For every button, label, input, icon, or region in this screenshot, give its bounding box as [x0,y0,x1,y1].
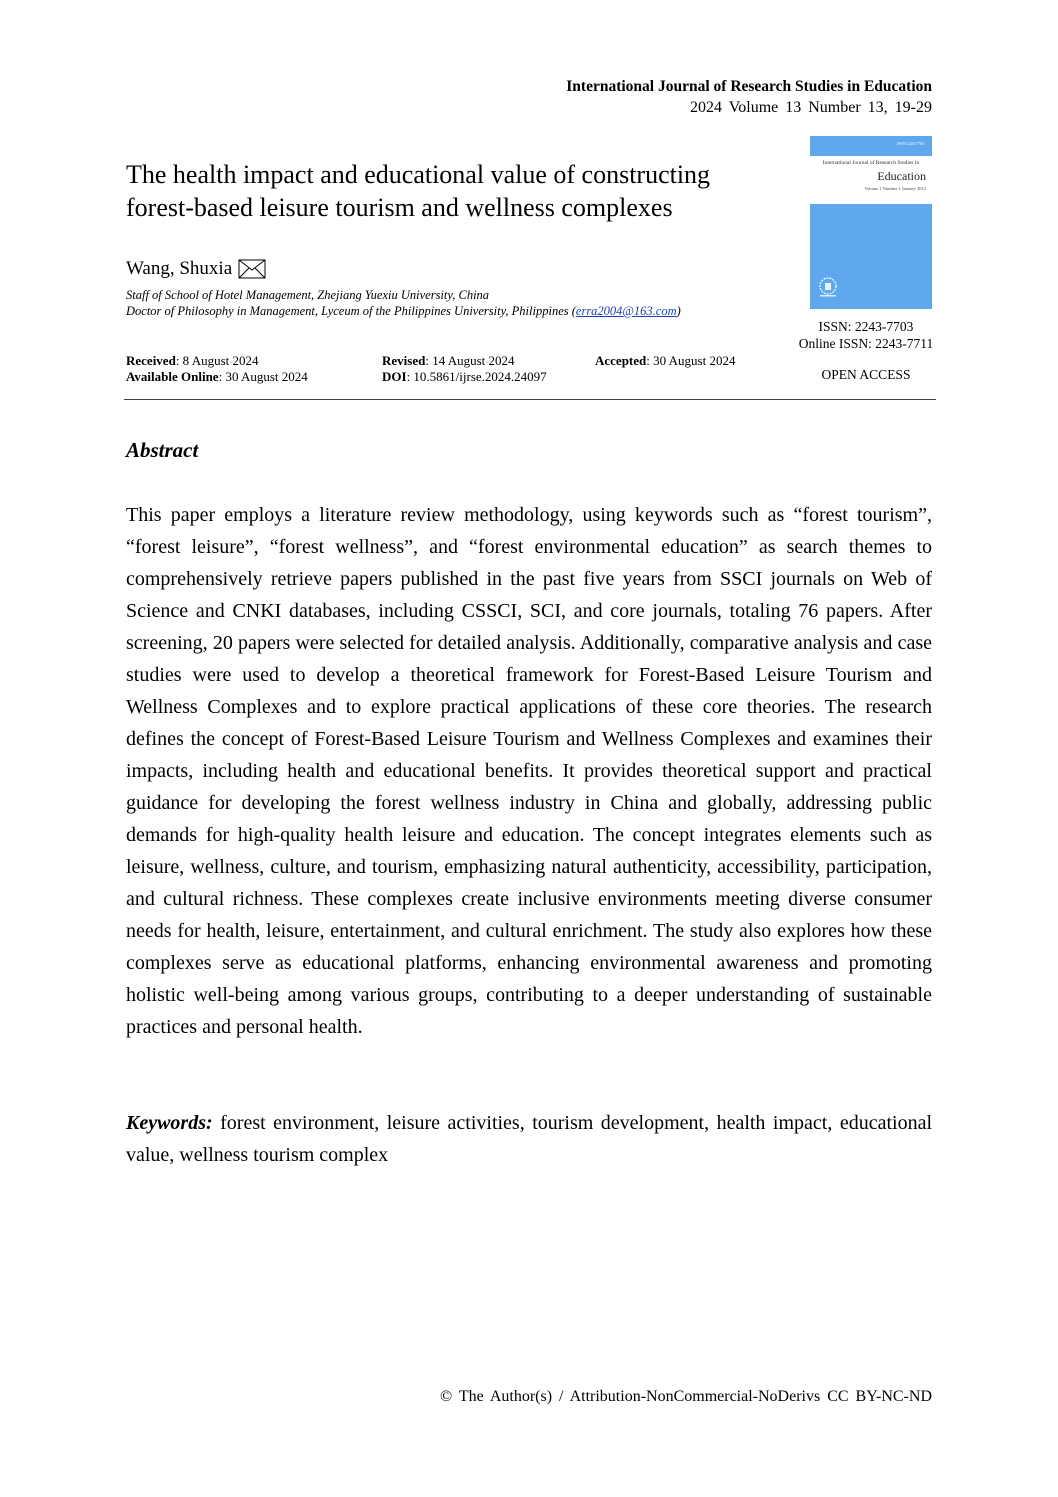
cover-subject: Education [877,169,926,183]
open-access-label: OPEN ACCESS [821,367,911,382]
issn-block [780,318,952,352]
cover-volume: Volume 1 Number 1 January 2012 [864,186,926,191]
keywords-label: Keywords: [126,1112,213,1134]
paper-title [126,158,766,224]
revised-date [382,352,515,369]
doi-value[interactable]: : 10.5861/ijrse.2024.24097 [406,369,547,384]
author [126,258,266,280]
affiliation-2 [126,303,681,319]
abstract-heading: Abstract [126,438,199,462]
journal-cover [810,136,932,309]
cover-bottom-band [810,204,932,309]
header-divider [124,399,936,400]
affiliation-2-text: Doctor of Philosophy in Management, Lyceum of the Philippines University, Philippines ( [126,304,576,318]
journal-name: International Journal of Research Studies in Education [566,78,932,95]
envelope-icon[interactable] [238,259,266,279]
available-label: Available Online [126,369,219,384]
paper-title-line-2: forest-based leisure tourism and wellness complexes [126,193,673,222]
available-online-date [126,368,308,385]
cover-top-band [810,136,932,156]
accepted-date [595,352,735,369]
journal-issue: 2024 Volume 13 Number 13, 19-29 [690,99,932,116]
doi [382,368,547,385]
emblem-icon [817,276,839,298]
accepted-label: Accepted [595,353,647,368]
doi-label: DOI [382,369,407,384]
received-value: : 8 August 2024 [175,353,259,368]
revised-value: : 14 August 2024 [425,353,515,368]
received-label: Received [126,353,176,368]
issn-print: ISSN: 2243-7703 [818,319,914,334]
author-email-link[interactable]: erra2004@163.com [575,304,677,318]
available-value: : 30 August 2024 [218,369,308,384]
revised-label: Revised [382,353,426,368]
cover-journal-name: International Journal of Research Studies in [822,160,920,166]
received-date [126,352,259,369]
journal-header [566,76,932,118]
paper-title-line-1: The health impact and educational value of constructing [126,160,711,189]
cover-top-text: ISSN 2243-7703 [896,141,924,146]
affiliation-1: Staff of School of Hotel Management, Zhejiang Yuexiu University, China [126,288,490,302]
keywords [126,1107,932,1171]
keywords-text: forest environment, leisure activities, tourism development, health impact, educational value, wellness tourism complex [126,1112,932,1166]
affiliation-2-suffix: ) [676,304,681,318]
author-name: Wang, Shuxia [126,258,233,279]
issn-online: Online ISSN: 2243-7711 [798,336,934,351]
accepted-value: : 30 August 2024 [646,353,736,368]
abstract-body: This paper employs a literature review methodology, using keywords such as “forest tourism”, “forest leisure”, “forest wellness”, and “forest environmental education” as search themes to comprehensively retrieve papers published in the past five years from SSCI journals on Web of Science and CNKI databases, including CSSCI, SCI, and core journals, totaling 76 papers. After screening, 20 papers were selected for detailed analysis. Additionally, comparative analysis and case studies were used to develop a theoretical framework for Forest-Based Leisure Tourism and Wellness Complexes and to explore practical applications of these core theories. The research defines the concept of Forest-Based Leisure Tourism and Wellness Complexes and examines their impacts, including health and educational benefits. It provides theoretical support and practical guidance for developing the forest wellness industry in China and globally, addressing public demands for high-quality health leisure and education. The concept integrates elements such as leisure, wellness, culture, and tourism, emphasizing natural authenticity, accessibility, participation, and cultural richness. These complexes create inclusive environments meeting diverse consumer needs for health, leisure, entertainment, and cultural enrichment. The study also explores how these complexes serve as educational platforms, enhancing environmental awareness and promoting holistic well-being among various groups, contributing to a deeper understanding of sustainable practices and personal health. [126,504,932,1038]
license-footer: © The Author(s) / Attribution-NonCommercial-NoDerivs CC BY-NC-ND [439,1388,932,1405]
